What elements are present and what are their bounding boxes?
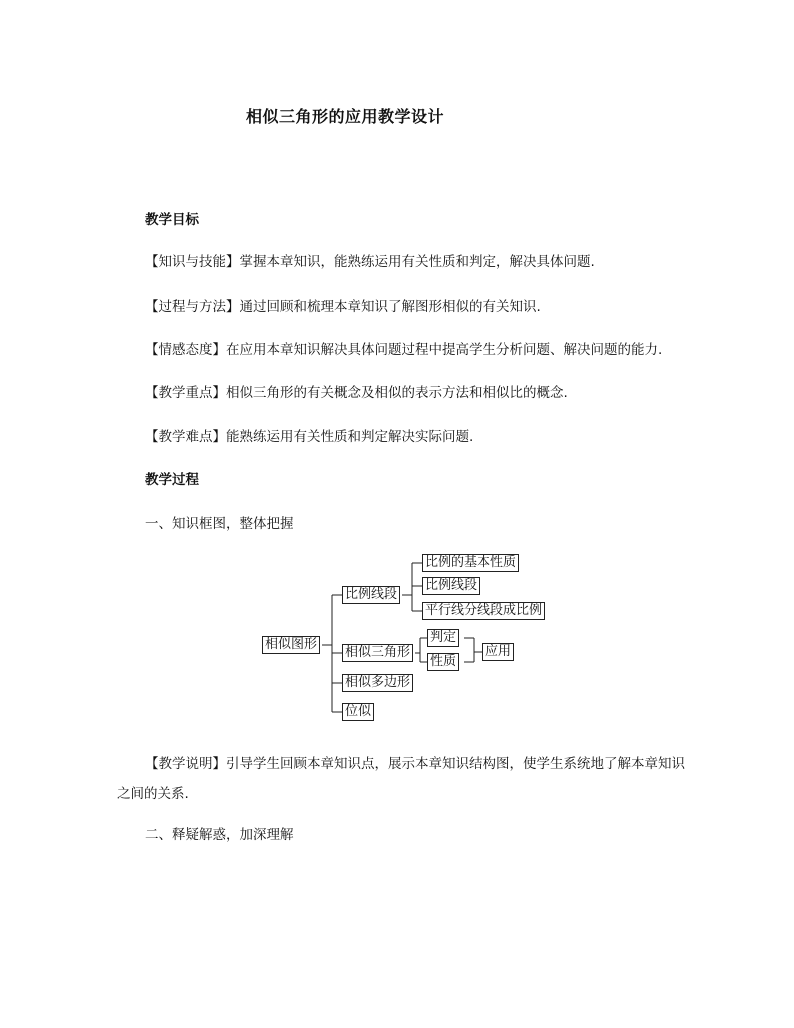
objectives-heading: 教学目标 bbox=[145, 212, 199, 228]
diagram-node-application: 应用 bbox=[482, 643, 514, 661]
diagram-node-basic-property: 比例的基本性质 bbox=[422, 554, 519, 572]
diagram-node-segments: 比例线段 bbox=[342, 586, 400, 604]
objective-label: 【过程与方法】 bbox=[145, 299, 240, 315]
diagram-node-polygons: 相似多边形 bbox=[342, 674, 413, 692]
diagram-node-parallel-lines: 平行线分线段成比例 bbox=[422, 602, 545, 620]
objective-key-point bbox=[145, 381, 568, 401]
objective-label: 【教学难点】 bbox=[145, 429, 226, 445]
diagram-node-property: 性质 bbox=[427, 653, 459, 671]
process-step-2: 二、释疑解惑，加深理解 bbox=[145, 827, 294, 843]
diagram-node-homothety: 位似 bbox=[342, 703, 374, 721]
teaching-note bbox=[117, 749, 689, 809]
knowledge-diagram bbox=[256, 548, 566, 728]
objective-knowledge bbox=[145, 250, 595, 270]
diagram-root-node: 相似图形 bbox=[262, 636, 320, 654]
objective-text: 掌握本章知识，能熟练运用有关性质和判定，解决具体问题. bbox=[239, 254, 595, 270]
diagram-node-proportional-segments: 比例线段 bbox=[422, 577, 480, 595]
objective-label: 【情感态度】 bbox=[145, 342, 226, 358]
objective-text: 通过回顾和梳理本章知识了解图形相似的有关知识. bbox=[239, 299, 541, 315]
objective-text: 在应用本章知识解决具体问题过程中提高学生分析问题、解决问题的能力. bbox=[226, 342, 663, 358]
diagram-node-judgement: 判定 bbox=[427, 629, 459, 647]
objective-label: 【教学重点】 bbox=[145, 385, 226, 401]
objective-difficulty bbox=[145, 425, 473, 445]
process-heading: 教学过程 bbox=[145, 472, 199, 488]
objective-text: 能熟练运用有关性质和判定解决实际问题. bbox=[226, 429, 474, 445]
teaching-note-text: 引导学生回顾本章知识点，展示本章知识结构图，使学生系统地了解本章知识之间的关系. bbox=[117, 756, 685, 802]
teaching-note-label: 【教学说明】 bbox=[145, 756, 226, 772]
diagram-node-triangles: 相似三角形 bbox=[342, 644, 413, 662]
objective-text: 相似三角形的有关概念及相似的表示方法和相似比的概念. bbox=[226, 385, 568, 401]
process-step-1: 一、知识框图，整体把握 bbox=[145, 516, 294, 532]
objective-attitude bbox=[145, 338, 662, 358]
objective-label: 【知识与技能】 bbox=[145, 254, 240, 270]
page-title: 相似三角形的应用教学设计 bbox=[246, 107, 445, 126]
objective-process bbox=[145, 295, 541, 315]
